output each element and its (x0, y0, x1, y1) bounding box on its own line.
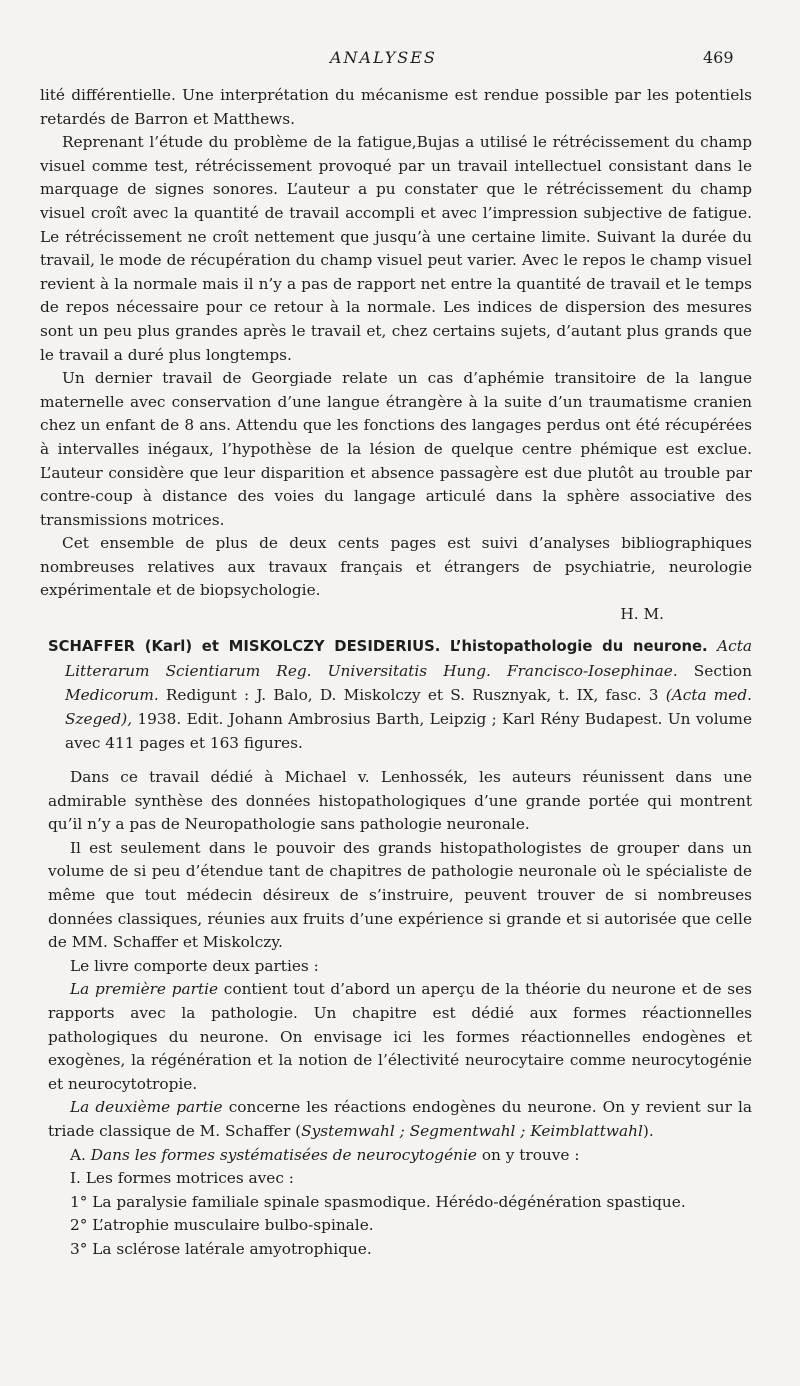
section-a-title: Dans les formes systématisées de neurocytogénie (90, 1145, 477, 1164)
list-item: 1° La paralysie familiale spinale spasmodique. Hérédo-dégénération spastique. (70, 1192, 686, 1211)
review-citation (48, 634, 752, 755)
section-a-prefix: A. (70, 1145, 86, 1164)
section-label: Section (693, 662, 752, 680)
review-body (48, 766, 752, 1261)
list-heading: I. Les formes motrices avec : (70, 1169, 294, 1188)
journal-abbrev: (Acta med. Szeged), (65, 686, 752, 728)
book-title: L’histopathologie du neurone. (449, 638, 708, 655)
motor-forms-list (48, 1167, 752, 1261)
paragraph: Reprenant l’étude du problème de la fatigue,Bujas a utilisé le rétrécissement du champ visuel comme test, rétrécissement provoqué par un travail intellectuel consistant dans le marquage de signes sonores. L’auteur a pu constater que le rétrécissement du champ visuel croît avec la quantité de travail accompli et avec l’impression subjective de fatigue. Le rétrécissement ne croît nettement que jusqu’à une certaine limite. Suivant la durée du travail, le mode de récupération du champ visuel peut varier. Avec le repos le champ visuel revient à la normale mais il n’y a pas de rapport net entre la quantité de travail et le temps de repos nécessaire pour ce retour à la normale. Les indices de dispersion des mesures sont un peu plus grandes après le travail et, chez certains sujets, d’autant plus grands que le travail a duré plus longtemps. (40, 133, 752, 364)
list-item: 3° La sclérose latérale amyotrophique. (70, 1239, 372, 1258)
paragraph: Un dernier travail de Georgiade relate un cas d’aphémie transitoire de la langue maternelle avec conservation d’une langue étrangère à la suite d’un traumatisme cranien chez un enfant de 8 ans. Attendu que les fonctions des langages perdus ont été récupérées à intervalles inégaux, l’hypothèse de la lésion de quelque centre phémique est exclue. L’auteur considère que leur disparition et absence passagère est due plutôt au trouble par contre-coup à distance des voies du langage articulé dans la sphère associative des transmissions motrices. (40, 369, 752, 529)
section-a-text: on y trouve : (481, 1145, 580, 1164)
running-head (0, 48, 800, 70)
triad-terms: Systemwahl ; Segmentwahl ; Keimblattwahl (301, 1121, 643, 1140)
part-two-text: concerne les réactions endogènes du neurone. On y revient sur la triade classique de M. Schaffer ( (48, 1098, 752, 1140)
part-one-text: contient tout d’abord un aperçu de la théorie du neurone et de ses rapports avec la pathologie. Un chapitre est dédié aux formes réactionnelles pathologiques du neurone. On envisage ici les formes réactionnelles endogènes et exogènes, la régénération et la notion de l’électivité neurocytaire comme neurocytogénie et neurocytotropie. (48, 980, 752, 1093)
part-two-end: ). (642, 1121, 654, 1140)
page-number: 469 (703, 48, 734, 67)
paragraph: Le livre comporte deux parties : (70, 956, 319, 975)
part-one-label: La première partie (70, 980, 219, 999)
paragraph: Cet ensemble de plus de deux cents pages est suivi d’analyses bibliographiques nombreuses relatives aux travaux français et étrangers de psychiatrie, neurologie expérimentale et de biopsychologie. (40, 534, 752, 600)
publisher-info: 1938. Edit. Johann Ambrosius Barth, Leipzig ; Karl Rény Budapest. Un volume avec 411 pages et 163 figures. (65, 710, 752, 752)
running-title: ANALYSES (330, 48, 437, 67)
paragraph: lité différentielle. Une interprétation du mécanisme est rendue possible par les potentiels retardés de Barron et Matthews. (40, 86, 752, 128)
previous-review-text (40, 84, 752, 627)
paragraph (48, 978, 752, 1096)
reviewer-signature: H. M. (620, 605, 664, 624)
paragraph (48, 1144, 752, 1168)
list-item: 2° L’atrophie musculaire bulbo-spinale. (70, 1216, 374, 1235)
part-two-label: La deuxième partie (70, 1098, 223, 1117)
journal-name: Acta Litterarum Scientiarum Reg. Universitatis Hung. Francisco-Iosephinae. (65, 637, 752, 680)
editors: Redigunt : J. Balo, D. Miskolczy et S. Rusznyak, t. IX, fasc. 3 (165, 686, 659, 704)
review-authors: SCHAFFER (Karl) et MISKOLCZY DESIDERIUS. (48, 638, 441, 655)
section-name: Medicorum. (65, 686, 159, 704)
paragraph: Dans ce travail dédié à Michael v. Lenhossék, les auteurs réunissent dans une admirable synthèse des données histopathologiques d’une grande portée qui montrent qu’il n’y a pas de Neuropathologie sans pathologie neuronale. (48, 768, 752, 834)
paragraph (48, 1096, 752, 1143)
paragraph: Il est seulement dans le pouvoir des grands histopathologistes de grouper dans un volume de si peu d’étendue tant de chapitres de pathologie neuronale où le spécialiste de même que tout médecin désireux de s’instruire, peuvent trouver de si nombreuses données classiques, réunies aux fruits d’une expérience si grande et si autorisée que celle de MM. Schaffer et Miskolczy. (48, 838, 752, 952)
